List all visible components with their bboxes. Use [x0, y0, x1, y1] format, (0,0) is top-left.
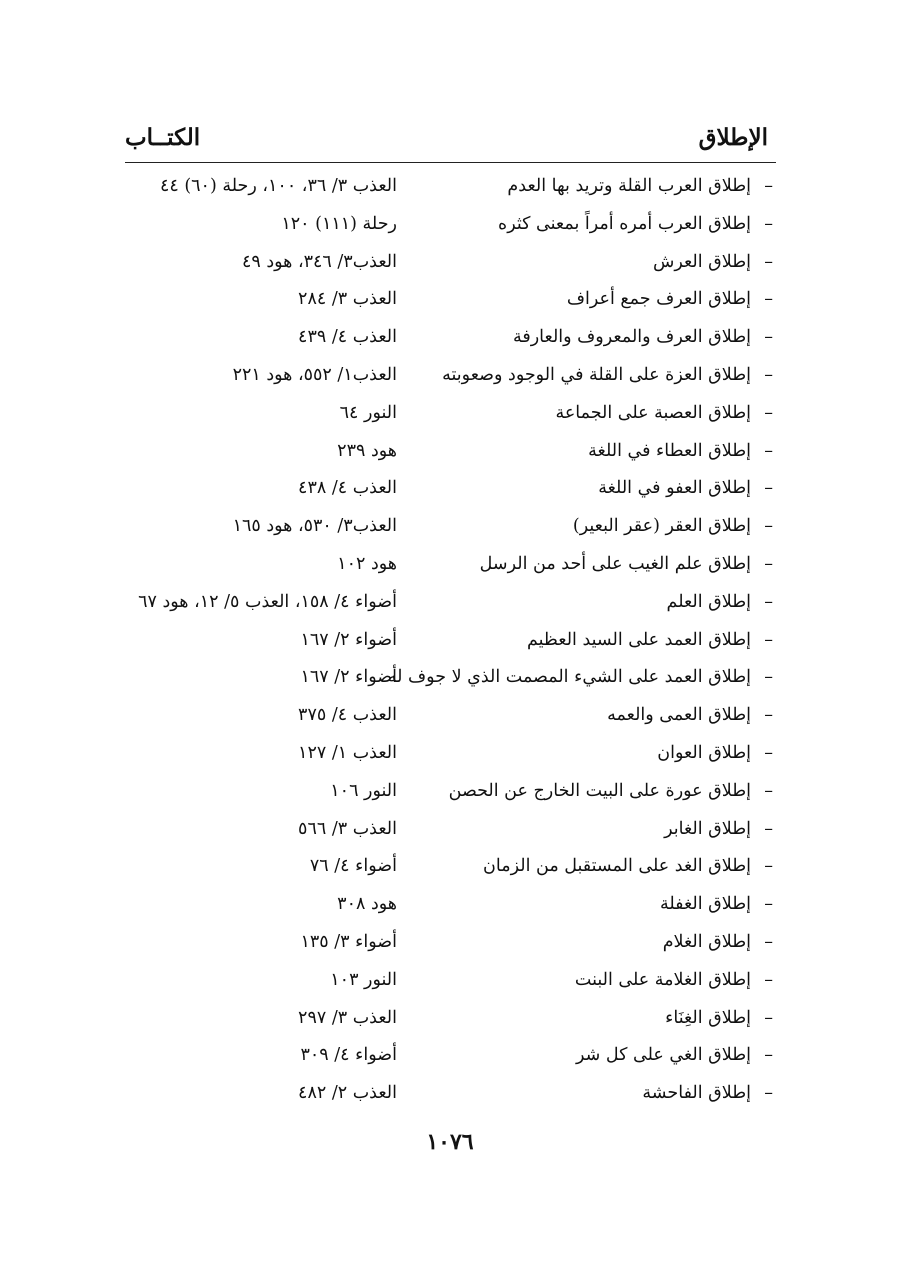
entry-dash: – [764, 931, 773, 952]
entry-dash: – [764, 856, 773, 877]
entry-dash: – [764, 289, 773, 310]
index-entry [125, 584, 773, 622]
index-entry [125, 281, 773, 319]
page-header [125, 124, 768, 160]
entry-title: إطلاق العرب أمره أمراً بمعنى كثره [498, 213, 751, 234]
entry-dash: – [764, 705, 773, 726]
entry-reference: النور ١٠٦ [330, 780, 397, 801]
entry-title: إطلاق علم الغيب على أحد من الرسل [479, 553, 751, 574]
entry-dash: – [764, 213, 773, 234]
index-entry [125, 924, 773, 962]
header-book-label: الكتــاب [125, 124, 201, 151]
entry-title: إطلاق الغفلة [659, 894, 751, 915]
index-entry [125, 1000, 773, 1038]
index-entry [125, 168, 773, 206]
index-entry [125, 848, 773, 886]
entry-title: إطلاق الغي على كل شر [575, 1045, 751, 1066]
entry-dash: – [764, 818, 773, 839]
entry-dash: – [764, 364, 773, 385]
index-entry [125, 508, 773, 546]
entry-title: إطلاق العمد على الشيء المصمت الذي لا جوف له [387, 667, 751, 688]
entry-title: إطلاق العزة على القلة في الوجود وصعوبته [442, 364, 751, 385]
index-entry [125, 433, 773, 471]
entry-dash: – [764, 516, 773, 537]
entry-title: إطلاق العمى والعمه [607, 705, 751, 726]
entry-reference: العذب١/ ٥٥٢، هود ٢٢١ [232, 364, 397, 385]
entry-title: إطلاق العفو في اللغة [598, 478, 751, 499]
entry-dash: – [764, 629, 773, 650]
index-entry [125, 811, 773, 849]
entry-reference: العذب٣/ ٣٤٦، هود ٤٩ [241, 251, 397, 272]
index-entry [125, 1037, 773, 1075]
page-number: ١٠٧٦ [426, 1129, 474, 1155]
entry-reference: النور ١٠٣ [330, 969, 397, 990]
entry-title: إطلاق الفاحشة [642, 1083, 751, 1104]
index-entry [125, 470, 773, 508]
index-entry [125, 395, 773, 433]
index-entry [125, 622, 773, 660]
entry-reference: العذب ٣/ ٢٨٤ [298, 289, 397, 310]
entry-title: إطلاق العصبة على الجماعة [555, 402, 751, 423]
index-entry [125, 773, 773, 811]
entry-title: إطلاق الغابر [664, 818, 751, 839]
entry-title: إطلاق الغد على المستقبل من الزمان [483, 856, 751, 877]
entry-reference: العذب٣/ ٥٣٠، هود ١٦٥ [232, 516, 397, 537]
entry-dash: – [764, 553, 773, 574]
header-divider [125, 162, 776, 163]
entry-dash: – [764, 478, 773, 499]
entry-dash: – [764, 251, 773, 272]
entry-dash: – [764, 780, 773, 801]
entry-dash: – [764, 1083, 773, 1104]
entry-dash: – [764, 402, 773, 423]
entry-reference: العذب ٤/ ٣٧٥ [298, 705, 397, 726]
entry-title: إطلاق العرف جمع أعراف [566, 289, 751, 310]
entry-reference: العذب ١/ ١٢٧ [298, 742, 397, 763]
entry-reference: أضواء ٣/ ١٣٥ [300, 931, 397, 952]
entry-dash: – [764, 667, 773, 688]
entry-dash: – [764, 176, 773, 196]
index-entry [125, 319, 773, 357]
index-entry [125, 886, 773, 924]
index-entry [125, 1075, 773, 1113]
entry-dash: – [764, 1007, 773, 1028]
entry-reference: النور ٦٤ [339, 402, 397, 423]
entry-title: إطلاق العمد على السيد العظيم [526, 629, 751, 650]
index-entry [125, 659, 773, 697]
entry-title: إطلاق الغلامة على البنت [574, 969, 751, 990]
entry-title: إطلاق الغِنَاء [665, 1007, 751, 1028]
index-entry [125, 206, 773, 244]
entry-dash: – [764, 894, 773, 915]
entry-reference: العذب ٤/ ٤٣٩ [298, 327, 397, 348]
entry-dash: – [764, 969, 773, 990]
entry-reference: أضواء ٤/ ١٥٨، العذب ٥/ ١٢، هود ٦٧ [138, 591, 397, 612]
entry-dash: – [764, 1045, 773, 1066]
index-entry [125, 697, 773, 735]
entry-title: إطلاق العقر (عقر البعير) [572, 516, 751, 537]
index-entry [125, 357, 773, 395]
entry-title: إطلاق العطاء في اللغة [588, 440, 751, 461]
entry-reference: أضواء ٤/ ٣٠٩ [300, 1045, 397, 1066]
entry-reference: العذب ٣/ ٢٩٧ [298, 1007, 397, 1028]
entry-reference: العذب ٢/ ٤٨٢ [298, 1083, 397, 1104]
entry-dash: – [764, 440, 773, 461]
index-entry [125, 244, 773, 282]
entry-reference: العذب ٣/ ٣٦، ١٠٠، رحلة (٦٠) ٤٤ [159, 176, 397, 196]
entry-title: إطلاق العلم [666, 591, 751, 612]
entry-dash: – [764, 327, 773, 348]
entry-reference: أضواء ٤/ ٧٦ [309, 856, 397, 877]
entry-reference: العذب ٣/ ٥٦٦ [298, 818, 397, 839]
entry-title: إطلاق العرف والمعروف والعارفة [512, 327, 751, 348]
index-entry [125, 735, 773, 773]
index-entry [125, 962, 773, 1000]
entry-title: إطلاق عورة على البيت الخارج عن الحصن [448, 780, 751, 801]
entry-title: إطلاق العرش [652, 251, 751, 272]
entry-reference: هود ١٠٢ [337, 553, 397, 574]
header-topic-label: الإطلاق [698, 124, 768, 151]
entry-reference: أضواء ٢/ ١٦٧ [300, 629, 397, 650]
index-entries [125, 168, 773, 1113]
entry-dash: – [764, 742, 773, 763]
entry-reference: رحلة (١١١) ١٢٠ [281, 213, 397, 234]
index-entry [125, 546, 773, 584]
entry-reference: أضواء ٢/ ١٦٧ [300, 667, 397, 688]
entry-reference: هود ٣٠٨ [337, 894, 397, 915]
entry-title: إطلاق الغلام [662, 931, 751, 952]
entry-dash: – [764, 591, 773, 612]
entry-reference: هود ٢٣٩ [337, 440, 397, 461]
entry-title: إطلاق العوان [657, 742, 751, 763]
entry-title: إطلاق العرب القلة وتريد بها العدم [507, 176, 751, 196]
entry-reference: العذب ٤/ ٤٣٨ [298, 478, 397, 499]
